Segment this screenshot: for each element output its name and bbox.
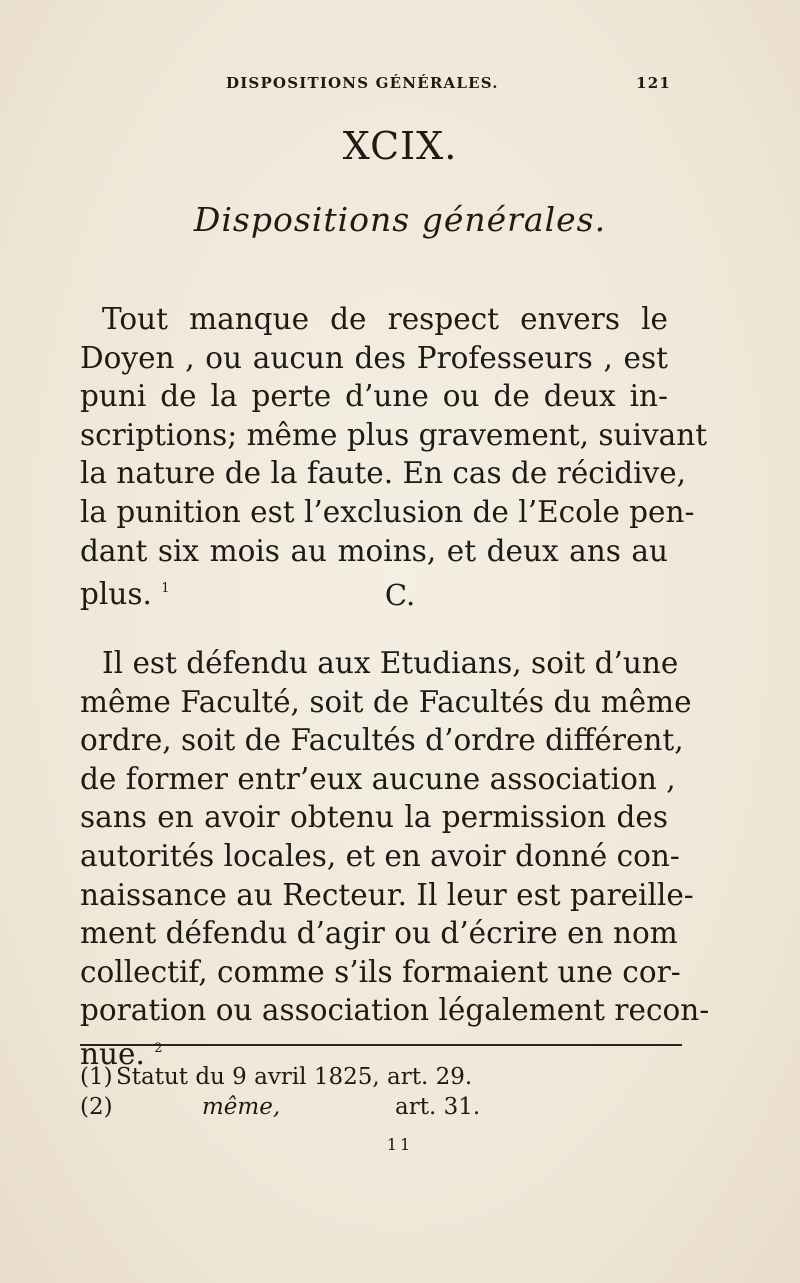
paragraph-line-text: nue.	[80, 1036, 145, 1071]
footnote-reference[interactable]: 1	[161, 581, 170, 597]
paragraph-line: dant six mois au moins, et deux ans au	[80, 533, 668, 568]
paragraph-line: autorités locales, et en avoir donné con-	[80, 838, 680, 873]
paragraph-line: Tout manque de respect envers le	[102, 302, 668, 336]
paragraph-line: scriptions; même plus gravement, suivant	[80, 417, 708, 452]
footnote-same-source: même,	[202, 1094, 281, 1120]
paragraph-line: naissance au Recteur. Il leur est pareille-	[80, 877, 694, 912]
footnote-marker: (2)	[80, 1094, 113, 1120]
paragraph-line: ment défendu d’agir ou d’écrire en nom	[80, 916, 678, 951]
article-number-xcix: XCIX.	[342, 124, 458, 168]
paragraph-line: de former entr’eux aucune association ,	[80, 761, 676, 796]
paragraph-line: Il est défendu aux Etudians, soit d’une	[102, 646, 679, 680]
paragraph-line: ordre, soit de Facultés d’ordre différent,	[80, 723, 684, 758]
article-number-c: C.	[384, 578, 416, 612]
paragraph-line: collectif, comme s’ils formaient une cor-	[80, 954, 681, 989]
footnote-marker: (1)	[80, 1064, 113, 1090]
signature-mark: 11	[386, 1135, 414, 1154]
paragraph-line: puni de la perte d’une ou de deux in-	[80, 379, 668, 414]
paragraph-line: la nature de la faute. En cas de récidive,	[80, 456, 687, 491]
article-c-paragraph	[80, 644, 710, 1074]
paragraph-line: sans en avoir obtenu la permission des	[80, 800, 668, 835]
page-number: 121	[636, 74, 671, 92]
footnote-text: Statut du 9 avril 1825, art. 29.	[116, 1064, 473, 1090]
paragraph-line: la punition est l’exclusion de l’Ecole pen-	[80, 494, 695, 529]
footnote-divider	[80, 1044, 682, 1046]
article-xcix-paragraph	[80, 300, 708, 614]
paragraph-line: Doyen , ou aucun des Professeurs , est	[80, 340, 668, 375]
article-heading: Dispositions générales.	[193, 200, 607, 239]
running-head-title: DISPOSITIONS GÉNÉRALES.	[226, 74, 499, 92]
footnote-reference[interactable]: 2	[154, 1040, 163, 1056]
paragraph-line: poration ou association légalement recon-	[80, 993, 710, 1028]
paragraph-line: même Faculté, soit de Facultés du même	[80, 684, 692, 719]
footnote-article: art. 31.	[395, 1094, 481, 1120]
paragraph-line-text: plus.	[80, 577, 152, 612]
